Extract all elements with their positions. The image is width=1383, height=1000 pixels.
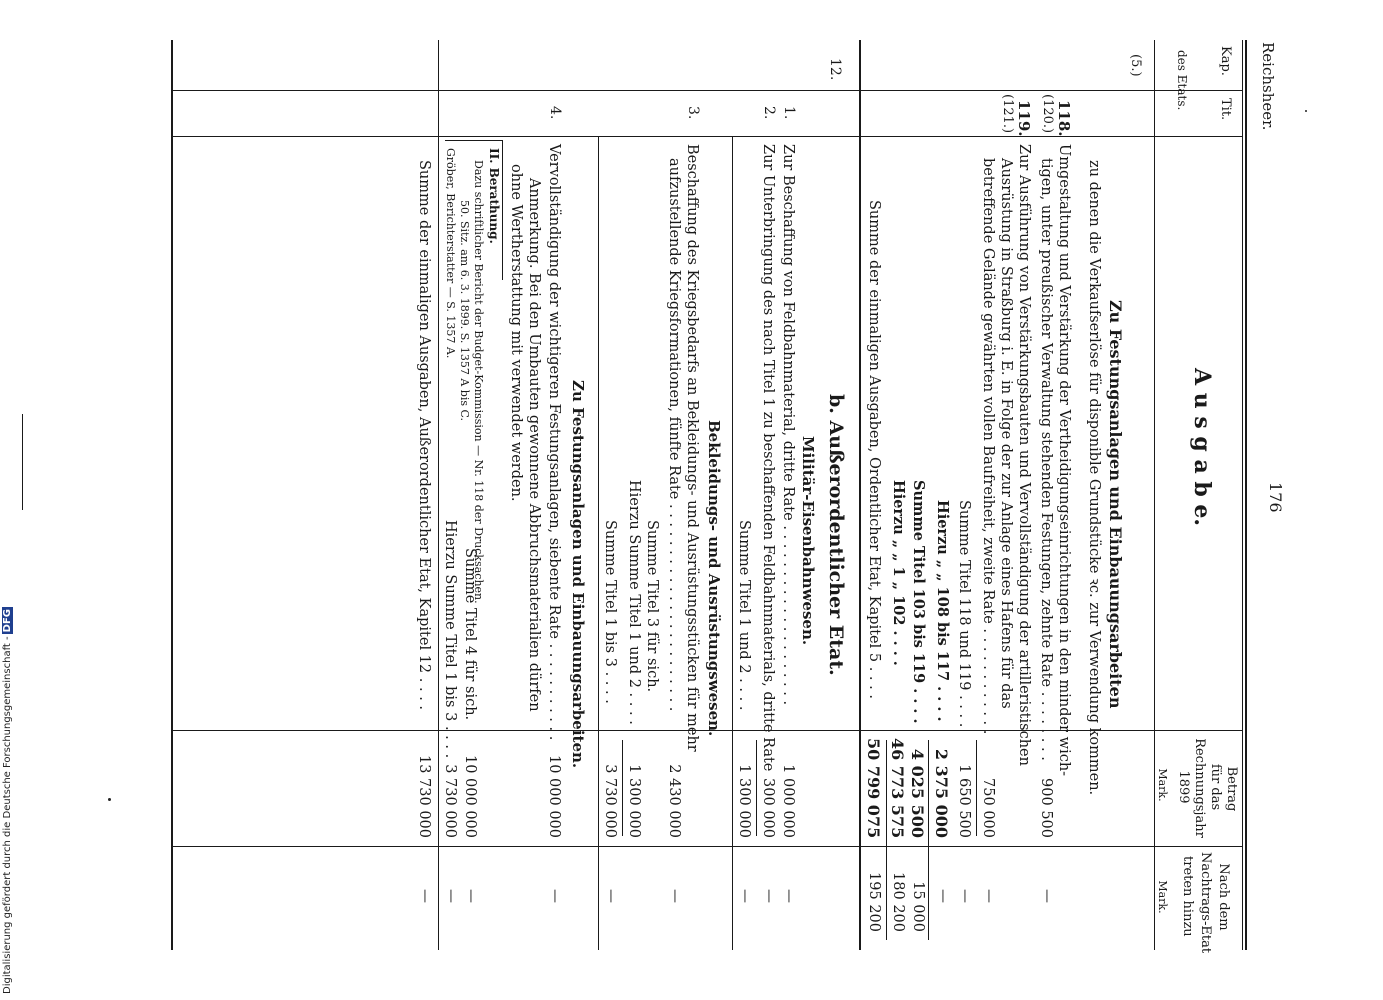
tit-118: 118. — [1055, 100, 1073, 137]
betrag-header-3: Rechnungsjahr — [1192, 738, 1207, 838]
berathung-bracket-h — [502, 140, 503, 280]
sub-block-rule-2 — [598, 136, 599, 950]
betrag-header-4: 1899 — [1176, 770, 1191, 804]
page-number: 176 — [1266, 482, 1285, 513]
sub-block-rule-1 — [732, 136, 733, 950]
s3-label: Summe Titel 103 bis 119 . . . . — [910, 480, 927, 724]
s1-amount: 1 650 500 — [956, 764, 972, 838]
s13-label: Summe Titel 1 bis 3 . . . . — [602, 520, 618, 704]
betrag-header-1: Betrag — [1224, 766, 1239, 812]
nachtrag-header-3: treten hinzu — [1180, 856, 1195, 937]
r118-line1: Umgestaltung und Verstärkung der Vertheidigungseinrichtungen in den minder wich- — [1056, 144, 1072, 777]
tit-118-old: (120.) — [1040, 94, 1055, 134]
section-b-sub1: Militär-Eisenbahnwesen. — [799, 436, 817, 646]
nachtrag-col-sep — [173, 846, 1243, 847]
s13-nachtrag: — — [603, 889, 619, 903]
s4-amount: 46 773 575 — [888, 738, 907, 839]
r4-tit: 4. — [547, 106, 563, 120]
tit-119: 119. — [1015, 100, 1033, 137]
r3-line1: Beschaffung des Kriegsbedarfs an Bekleidungs- und Ausrüstungsstücken für mehr — [684, 144, 700, 752]
s2-nachtrag: — — [935, 889, 951, 903]
r119-line3: betreffende Gelände gewährten vollen Baufreiheit, zweite Rate . . . . . . . . . . . . — [980, 158, 996, 735]
kap-ref-5: (5.) — [1128, 54, 1143, 77]
total-label: Summe der einmaligen Ausgaben, Außerordentlicher Etat, Kapitel 12 . . . . — [416, 160, 432, 711]
r4-text: Vervollständigung der wichtigeren Festungsanlagen, siebente Rate . . . . . . . . . . . — [546, 144, 562, 741]
r2-text: Zur Unterbringung des nach Titel 1 zu beschaffenden Feldbahnmaterials, dritte Rate — [760, 144, 776, 772]
s2-label: Hierzu „ „ 108 bis 117 . . . . — [934, 500, 951, 722]
s3h-label: Hierzu Summe Titel 1 und 2 . . . . — [626, 480, 642, 725]
r4-amount: 10 000 000 — [546, 754, 562, 838]
r4-nachtrag: — — [547, 889, 563, 903]
kap-12: 12. — [827, 58, 843, 81]
r118-nachtrag: — — [1039, 889, 1055, 903]
section-b-sub3: Zu Festungsanlagen und Einbauungsarbeiten. — [569, 380, 587, 769]
betrag-unit: Mark. — [1156, 768, 1169, 802]
total-nachtrag: — — [417, 889, 433, 903]
s2-amount: 2 375 000 — [932, 748, 951, 838]
tit-col-sep — [173, 136, 1243, 137]
s5-nachtrag: 195 200 — [866, 872, 882, 932]
r2-nachtrag: — — [761, 889, 777, 903]
anmerkung-line2: ohne Wertherstattung mit verwendet werden. — [508, 164, 524, 502]
s3-label-b: Summe Titel 3 für sich. — [644, 520, 660, 693]
nachtrag-header-2: Nachtrags-Etat — [1198, 852, 1213, 954]
sum-rule-b1 — [756, 740, 757, 836]
s3h-amount: 1 300 000 — [626, 764, 642, 838]
r2-amount: 300 000 — [760, 778, 776, 838]
r1-tit: 1. — [781, 106, 797, 120]
berathung-title: II. Berathung. — [487, 148, 501, 244]
running-head: Reichsheer. — [1259, 42, 1277, 131]
r1-text: Zur Beschaffung von Feldbahnmaterial, dritte Rate . . . . . . . . . . . . . . . . . . . . — [780, 144, 796, 706]
section-a-subheading: zu denen die Verkaufserlöse für disponible Grundstücke ꝛc. zur Verwendung kommen. — [1086, 160, 1102, 796]
section-b-sub2: Bekleidungs- und Ausrüstungswesen. — [705, 420, 723, 737]
betrag-header-2: für das — [1208, 763, 1223, 811]
s4h-label: Hierzu Summe Titel 1 bis 3 . . . . — [442, 520, 458, 759]
nachtrag-unit: Mark. — [1156, 880, 1169, 914]
dfg-note — [2, 606, 22, 994]
tit-header: Tit. — [1218, 98, 1233, 121]
s13-amount: 3 730 000 — [602, 764, 618, 838]
r119-nachtrag: — — [981, 889, 997, 903]
top-rule-2 — [1242, 40, 1243, 950]
s3-nachtrag: 15 000 — [910, 881, 926, 932]
section-a-heading: Zu Festungsanlagen und Einbauungsarbeiten — [1106, 300, 1125, 709]
total-rule — [438, 40, 439, 950]
nachtrag-header-1: Nach dem — [1216, 863, 1231, 931]
short-rule — [22, 414, 23, 510]
s1-label: Summe Titel 118 und 119 . . . . — [956, 500, 972, 728]
berathung-line3: Gröber, Berichterstatter — S. 1357 A. — [444, 148, 457, 359]
header-bottom-rule — [1154, 40, 1155, 950]
s12-nachtrag: — — [737, 889, 753, 903]
ausgabe-header: A u s g a b e. — [1189, 368, 1215, 527]
top-rule-1 — [1245, 40, 1247, 950]
r118-line2: tigen, unter preußischer Verwaltung stehenden Festungen, zehnte Rate . . . . . . . . — [1038, 158, 1054, 761]
s4h-nachtrag: — — [443, 889, 459, 903]
total-amount: 13 730 000 — [416, 754, 432, 838]
kap-header: Kap. — [1218, 46, 1233, 76]
r3-nachtrag: — — [667, 889, 683, 903]
sum-rule-a1 — [976, 740, 977, 836]
r2-tit: 2. — [761, 106, 777, 120]
sum-rule-a3 — [886, 740, 887, 940]
tit-119-old: (121.) — [1000, 94, 1015, 134]
s1-nachtrag: — — [957, 889, 973, 903]
s4-amount-b: 10 000 000 — [462, 754, 478, 838]
s4-label: Hierzu „ „ 1 „ 102 . . . . — [890, 480, 907, 666]
r119-line2: Ausrüstung in Straßburg i. E. in Folge der zur Anlage eines Hafens für das — [998, 158, 1014, 709]
des-etats-header: des Etats. — [1175, 50, 1189, 111]
s4h-amount: 3 730 000 — [442, 764, 458, 838]
r3-amount: 2 430 000 — [666, 764, 682, 838]
s12-amount: 1 300 000 — [736, 764, 752, 838]
r3-line2: aufzustellende Kriegsformationen, fünfte Rate . . . . . . . . . . . . . . . . . . . . . . . — [666, 158, 682, 712]
r119-line1: Zur Ausführung von Verstärkungsbauten und Vervollständigung der artilleristischen — [1016, 144, 1032, 766]
section-a-end-rule — [859, 40, 861, 950]
dfg-note-text: Digitalisierung gefördert durch die Deutsche Forschungsgemeinschaft - — [2, 636, 13, 994]
s5-amount: 50 799 075 — [864, 738, 883, 839]
kap-col-sep — [173, 90, 1243, 91]
speck-dot — [108, 798, 111, 801]
s4-nachtrag-b: — — [463, 889, 479, 903]
sum-rule-b2 — [622, 740, 623, 836]
bottom-rule — [171, 40, 173, 950]
r3-tit: 3. — [685, 106, 701, 120]
berathung-line1: Dazu schriftlicher Bericht der Budget-Kommission — Nr. 118 der Drucksachen. — [472, 160, 485, 604]
s5-label: Summe der einmaligen Ausgaben, Ordentlicher Etat, Kapitel 5 . . . . — [866, 200, 882, 699]
speck-dot — [1305, 110, 1307, 112]
berathung-bracket-v — [445, 140, 503, 141]
s4-label-b: Summe Titel 4 für sich. — [462, 548, 478, 721]
anmerkung-line1: Anmerkung. Bei den Umbauten gewonnene Abbruchsmaterialien dürfen — [526, 178, 542, 712]
r119-amount: 750 000 — [980, 778, 996, 838]
s12-label: Summe Titel 1 und 2 . . . . — [736, 520, 752, 711]
s4-nachtrag: 180 200 — [890, 872, 906, 932]
berathung-line2: 50. Sitz. am 6. 3. 1899. S. 1357 A bis C. — [458, 200, 471, 421]
s3-amount: 4 025 500 — [908, 748, 927, 838]
r1-nachtrag: — — [781, 889, 797, 903]
r118-amount: 900 500 — [1038, 778, 1054, 838]
r1-amount: 1 000 000 — [780, 764, 796, 838]
section-b-heading: b. Außerordentlicher Etat. — [825, 394, 847, 676]
dfg-logo: DFG — [2, 609, 13, 633]
sum-rule-a2 — [928, 740, 929, 940]
